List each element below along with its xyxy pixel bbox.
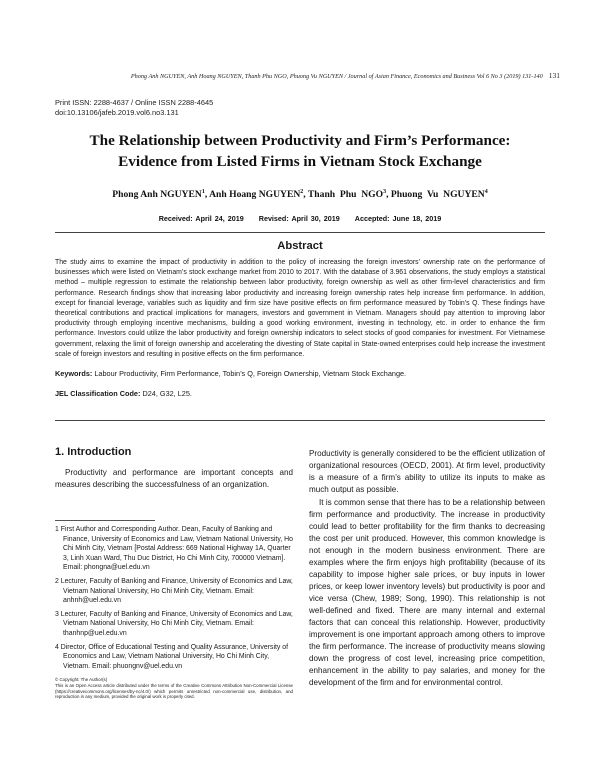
- author-affiliation-mark: 1: [201, 189, 205, 195]
- body-paragraph-2: It is common sense that there has to be a relationship between firm performance and productivity. The increase in productivity could lead to better profitability for the firm thanks to decreasing the cost per unit produced. However, this common knowledge is not enough in the modern business environment. There are examples where the firm enjoys high profitability (because of its capability to impose higher sale prices, or buy inputs in lower prices, or keep lower inventory levels) but productivity is poor and vice versa (Chew, 1989; Song, 1990). This relationship is not well-defined and fixed. There are many internal and external factors that can conceal this relationship. However, productivity improvement is one important approach among others to improve the firm performance. The increase of productivity means slowing down the progress of cost level, increasing price competition, enhancement in the ability to pay salaries, and money for the development of the firm and for environmental control.: [309, 498, 545, 687]
- running-head: [40, 71, 560, 80]
- author-affiliation-mark: 3: [383, 189, 387, 195]
- author-name: Phuong Vu NGUYEN: [390, 189, 485, 201]
- author-2: [209, 189, 303, 200]
- copyright-line: © Copyright: The Author(s): [55, 677, 108, 683]
- issn-line: Print ISSN: 2288-4637 / Online ISSN 2288-4645: [55, 98, 214, 107]
- body-paragraph-1: Productivity is generally considered to be the efficient utilization of organizational resources (OECD, 2001). At firm level, productivity is a measure of a firm’s ability to utilize its inputs to make as much output as possible.: [309, 449, 545, 494]
- copyright-notice: [55, 677, 293, 699]
- footnote-1: 1 First Author and Corresponding Author. Dean, Faculty of Banking and Finance, University of Economics and Law, Vietnam National University, Ho Chi Minh City, Vietnam [Postal Address: 669 National Highway 1A, Quarter 3, Linh Xuan Ward, Thu Duc District, Ho Chi Minh City, 700000 Vietnam]. Email: phongna@uel.edu.vn: [55, 526, 293, 572]
- jel-label: JEL Classification Code:: [55, 389, 141, 399]
- author-1: [112, 189, 205, 200]
- abstract-divider: [55, 420, 545, 421]
- issn-block: [55, 98, 213, 118]
- submission-dates: [40, 214, 560, 223]
- footnote-4: 4 Director, Office of Educational Testing and Quality Assurance, University of Economics and Law, Vietnam National University, Ho Chi Minh City, Vietnam. Email: phuongnv@uel.edu.vn: [55, 643, 288, 670]
- author-list: Phong Anh NGUYEN$^1$, Anh Hoang NGUYEN$^2$, Thanh Phu NGO$^3$, Phuong Vu NGUYEN$^4$: [112, 189, 488, 201]
- author-affiliation-mark: 4: [484, 189, 488, 195]
- doi-line[interactable]: doi:10.13106/jafeb.2019.vol6.no3.131: [55, 108, 179, 117]
- left-column: [55, 446, 293, 700]
- jel-classification: [55, 389, 545, 398]
- keywords-value: Labour Productivity, Firm Performance, Tobin’s Q, Foreign Ownership, Vietnam Stock Exchange.: [94, 369, 407, 379]
- author-name: Phong Anh NGUYEN: [112, 189, 202, 201]
- license-text: This is an Open Access article distributed under the terms of the Creative Commons Attribution Non-Commercial License (https://creativecommons.org/licenses/by-nc/4.0/) which permits unrestricted non-commercial use, distribution, and reproduction in any medium, provided the original work is properly cited.: [55, 682, 293, 700]
- accepted-date: Accepted: June 18, 2019: [354, 214, 442, 223]
- abstract-heading: Abstract: [277, 240, 323, 252]
- jel-value: D24, G32, L25.: [142, 389, 192, 399]
- intro-paragraph: Productivity and performance are important concepts and measures describing the successfulness of an organization.: [55, 468, 293, 489]
- revised-date: Revised: April 30, 2019: [258, 214, 340, 223]
- page-number: 131: [548, 71, 560, 80]
- paper-title: [40, 130, 560, 172]
- footnote-3: 3 Lecturer, Faculty of Banking and Finance, University of Economics and Law, Vietnam National University, Ho Chi Minh City, Vietnam. Email: thanhnp@uel.edu.vn: [55, 610, 293, 637]
- author-affiliation-mark: 2: [300, 189, 304, 195]
- section-heading-introduction: 1. Introduction: [55, 446, 132, 458]
- keywords: [55, 369, 545, 378]
- abstract-section: [55, 232, 545, 398]
- footnote-divider: [55, 520, 155, 521]
- title-line-1: The Relationship between Productivity and Firm’s Performance:: [89, 132, 511, 149]
- footnote-2: 2 Lecturer, Faculty of Banking and Finance, University of Economics and Law, Vietnam National University, Ho Chi Minh City, Vietnam. Email: anhnh@uel.edu.vn: [55, 577, 293, 605]
- keywords-label: Keywords:: [55, 369, 93, 379]
- author-name: Thanh Phu NGO: [307, 189, 384, 201]
- author-4: [391, 189, 488, 200]
- running-head-text: Phong Anh NGUYEN, Anh Hoang NGUYEN, Thanh Phu NGO, Phuong Vu NGUYEN / Journal of Asian Finance, Economics and Business Vol 6 No 3 (2019) 131-140: [130, 73, 543, 80]
- right-column: [309, 448, 545, 689]
- received-date: Received: April 24, 2019: [158, 214, 244, 223]
- abstract-text: The study aims to examine the impact of productivity in addition to the policy of increasing the foreign investors’ ownership rate on the performance of businesses which were listed on Vietnam’s stock exchange market from 2010 to 2017. With the database of 3.961 observations, the study employs a statistical method – multiple regression to estimate the relationship between labor productivity, foreign ownership as well as other firm-level characteristics and firm performance. Research findings show that increasing labor productivity and increasing foreign ownership rates help increase firm performance. In addition, except for financial leverage, variables such as liquidity and firm size have positive effects on firm performance measured by Tobin’s Q. These findings have theoretical contributions and practical implications for managers, investors and government in Vietnam. Managers should pay attention to improving labor productivity through employing incentive mechanisms, building a good working environment, investing in technology, etc. in order to enhance the firm performance. Investors could utilize the labor productivity and foreign ownership indicators to select stocks of good companies for investment. For Vietnamese government, relaxing the limit of foreign ownership and accelerating the divesting of State capital in State-owned enterprises could help increase the investment scale of foreign investors and resulting in positive effects on the firm performance.: [55, 259, 545, 358]
- author-3: [308, 189, 386, 200]
- title-line-2: Evidence from Listed Firms in Vietnam Stock Exchange: [118, 153, 482, 170]
- author-name: Anh Hoang NGUYEN: [209, 189, 301, 201]
